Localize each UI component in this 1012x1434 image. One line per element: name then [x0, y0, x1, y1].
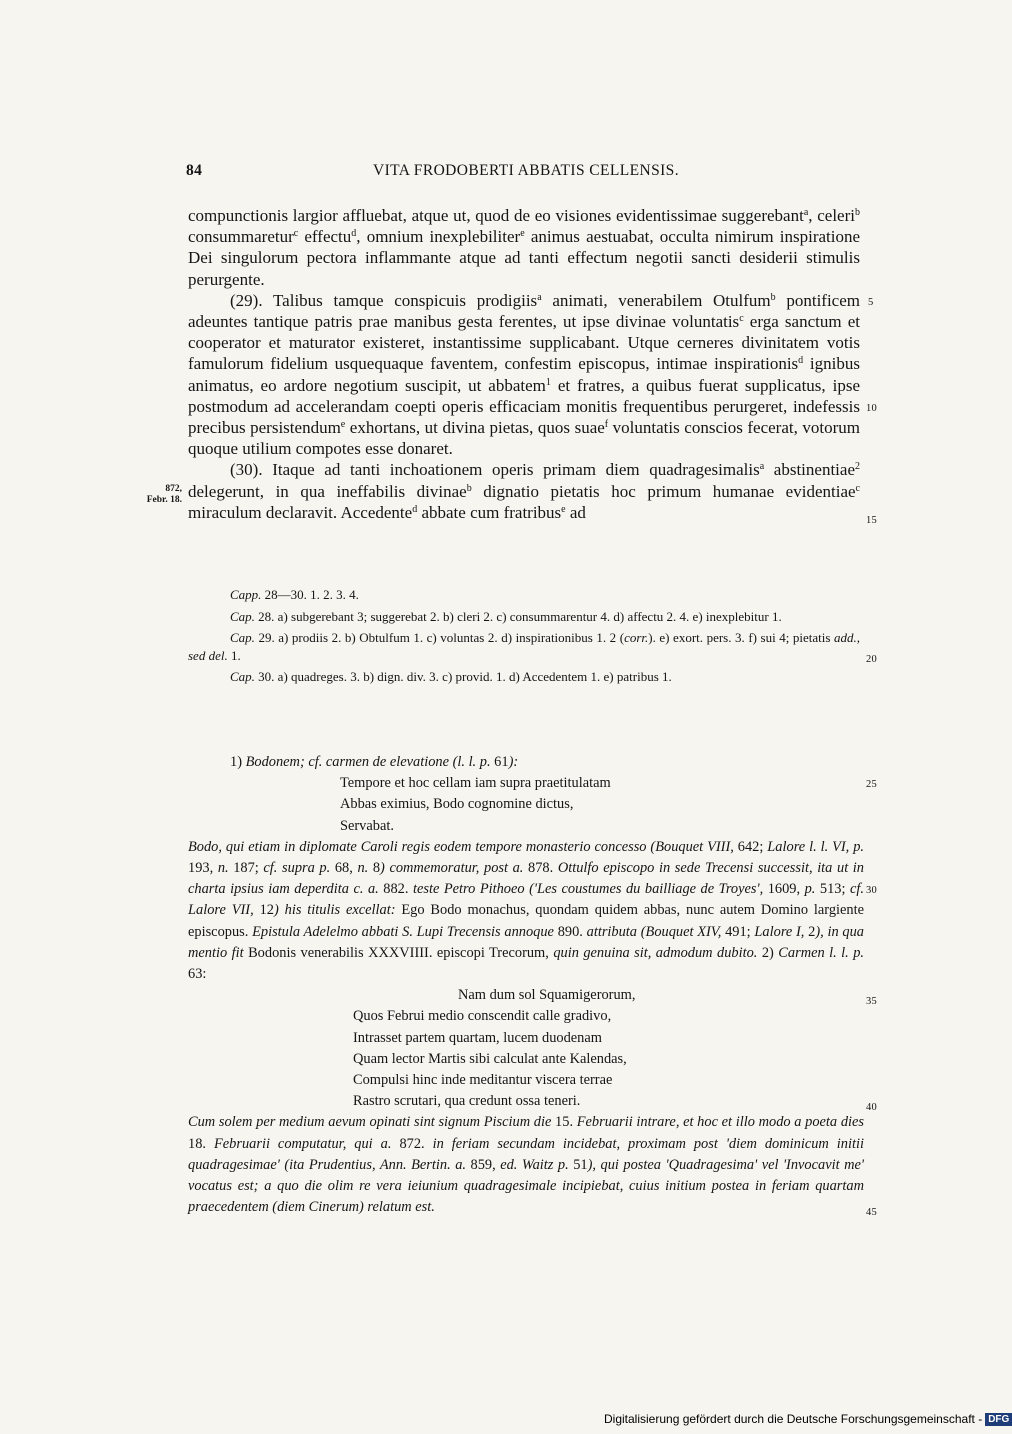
text-run: delegerunt, in qua ineffabilis divinae — [188, 481, 467, 501]
text-run: 859, — [466, 1156, 501, 1173]
footnote-marker: d — [351, 228, 357, 240]
margin-date — [124, 484, 182, 506]
footnote-marker: b — [855, 207, 860, 218]
text-run: 513; — [815, 881, 851, 898]
text-run: 28—30. 1. 2. 3. 4. — [261, 587, 359, 602]
text-run: 12 — [253, 902, 274, 919]
text-run: 8 — [368, 860, 381, 877]
italic-text: Capp. — [230, 587, 262, 602]
italic-text: cf. supra p. — [263, 860, 331, 877]
text-run: exhortans, ut divina pietas, quos suae — [345, 418, 605, 438]
variants-cap-30 — [188, 668, 860, 686]
text-run: 30. a) quadreges. 3. b) dign. div. 3. c) provid. 1. d) Accedentem 1. e) patribus 1. — [254, 669, 672, 685]
text-run: Bodonis venerabilis XXXVIIII. episcopi Trecorum, — [243, 944, 554, 961]
footer-text: Digitalisierung gefördert durch die Deutsche Forschungsgemeinschaft - — [604, 1412, 983, 1426]
footnote-marker: c — [855, 482, 860, 494]
text-run: Ego Bodo monachus, quondam quidem abbas, nunc autem Domino largiente episcopus. — [188, 902, 864, 940]
footnote-marker: e — [340, 419, 346, 431]
footnotes — [188, 752, 864, 1218]
footnote-marker: f — [604, 419, 609, 431]
running-title: VITA FRODOBERTI ABBATIS CELLENSIS. — [373, 162, 679, 179]
text-run: 872. — [391, 1135, 433, 1152]
footnote-1-verse-line: Abbas eximius, Bodo cognomine dictus, — [340, 796, 574, 813]
italic-text: attributa (Bouquet XIV, — [586, 923, 722, 940]
italic-text: Februarii intrare, et hoc et illo modo a poeta dies — [576, 1114, 864, 1131]
text-run: 28. a) subgerebant 3; suggerebat 2. b) cleri 2. c) consummarentur 4. d) affectu 2. 4. e) inexplebitur 1. — [254, 608, 782, 624]
text-run: abbate cum fratribus — [417, 502, 562, 522]
footnote-2-verse-line: Intrasset partem quartam, lucem duodenam — [353, 1029, 602, 1046]
italic-text: ), qui postea 'Quadragesima' vel 'Invocavit me' vocatus est; a quo die olim re vera ieiunium quadragesimale incipiebat, cuius initium postea in feriam quartam praecedentem (diem Cinerum) relatum est. — [188, 1156, 864, 1216]
italic-text: ) his titulis excellat: — [273, 902, 396, 919]
line-number: 45 — [866, 1207, 878, 1218]
footnote-marker: 1 — [545, 376, 551, 388]
footnote-1-verse-line: Tempore et hoc cellam iam supra praetitulatam — [340, 775, 611, 792]
text-run: 1) — [230, 754, 246, 770]
text-run: 1609, — [763, 881, 805, 898]
italic-text: Epistula Adelelmo abbati S. Lupi Trecensis annoque — [252, 923, 554, 940]
paragraph-29 — [188, 290, 860, 460]
text-run: 68, — [330, 860, 358, 877]
italic-text: ) commemoratur, post a. — [380, 860, 524, 877]
text-run: 51 — [568, 1156, 588, 1173]
italic-text: Cum solem per medium aevum opinati sint signum Piscium die — [188, 1114, 552, 1131]
footnote-2-text — [188, 1112, 864, 1218]
text-run: 193, — [188, 860, 218, 877]
line-number: 25 — [866, 779, 878, 790]
margin-date-year: 872, — [165, 484, 182, 494]
text-run: abstinentiae — [764, 460, 855, 480]
italic-text: quin genuina sit, admodum dubito. — [553, 944, 758, 961]
text-run: pontificem adeuntes tantique patris prae manibus gesta ferentes, ut ipse divinae voluntatis — [188, 290, 860, 332]
text-run: ignibus animatus, eo ardore negotium suscipit, ut abbatem — [188, 354, 860, 395]
italic-text: Bodo, qui etiam in diplomate Caroli regis eodem tempore monasterio concesso (Bouquet VIII, — [188, 838, 734, 855]
text-run: animus aestuabat, occulta nimirum inspiratione Dei singulorum pectora inflammante atque ad tanti effectum negotii sancti desiderii stimulis perurgente. — [188, 227, 861, 289]
text-run: 890. — [553, 923, 587, 940]
italic-text: Cap. — [230, 630, 255, 646]
footnote-1-intro — [188, 752, 864, 773]
italic-text: ed. Waitz p. — [500, 1156, 569, 1173]
text-run: 878. — [523, 860, 558, 877]
footnote-marker: a — [537, 291, 542, 303]
variant-apparatus — [188, 586, 860, 686]
italic-text: n. — [217, 860, 229, 877]
text-run: consummaretur — [188, 227, 294, 247]
footnote-marker: b — [770, 291, 776, 303]
line-number: 10 — [866, 403, 878, 414]
italic-text: p. — [804, 881, 816, 898]
italic-text: Lalore l. l. VI, p. — [767, 838, 864, 855]
italic-text: ), in qua mentio fit — [188, 923, 864, 961]
line-number: 30 — [866, 885, 878, 896]
footnote-1-text — [188, 837, 864, 985]
text-run: dignatio pietatis hoc primum humanae evidentiae — [471, 481, 856, 501]
text-run: 642; — [733, 838, 768, 855]
dfg-logo: DFG — [985, 1413, 1012, 1426]
line-number: 35 — [866, 996, 878, 1007]
text-run: 61 — [490, 754, 509, 770]
italic-text: Carmen l. l. p. — [778, 944, 865, 961]
footnote-2-verse-line: Compulsi hinc inde meditantur viscera terrae — [353, 1072, 613, 1089]
text-run: ). e) exort. pers. 3. f) sui 4; pietatis — [648, 630, 834, 646]
italic-text: corr. — [624, 630, 649, 646]
variants-cap-29 — [188, 629, 860, 664]
paragraph-28-end — [188, 205, 860, 290]
footnote-marker: e — [520, 228, 525, 240]
page-number: 84 — [186, 162, 203, 179]
line-number: 5 — [868, 297, 874, 308]
footnote-marker: 2 — [855, 461, 860, 473]
footnote-marker: b — [466, 482, 472, 494]
text-run: erga sanctum et cooperator et maturator existeret, instantissime supplicabant. Utque cerneres divinitatem votis famulorum fidelium usquequaque faventem, confestim episcopus, intimae inspirationis — [188, 312, 860, 374]
italic-text: Cap. — [230, 608, 255, 624]
text-run: (30). Itaque ad tanti inchoationem operis primam diem quadragesimalis — [230, 460, 760, 480]
footnote-marker: c — [739, 313, 744, 325]
text-run: voluntatis conscios fecerat, votorum quoque utilium compotes esse donaret. — [188, 418, 861, 459]
text-run: , omnium inexplebiliter — [356, 227, 521, 247]
italic-text: ): — [508, 754, 519, 770]
italic-text: add., sed del. — [188, 630, 860, 663]
footnote-2-verse-line: Quos Februi medio conscendit calle gradivo, — [353, 1008, 612, 1025]
text-run: et fratres, a quibus fuerat supplicatus, ipse postmodum ad accelerandam coepti operis efficaciam monitis frequentibus perurgeret, indefessis precibus persistendum — [188, 375, 860, 438]
italic-text: Cap. — [230, 669, 255, 685]
text-run: effectu — [298, 227, 352, 247]
text-run: miraculum declaravit. Accedente — [188, 502, 413, 522]
text-run: 18. — [188, 1135, 214, 1152]
italic-text: in feriam secundam incidebat, proximam post 'diem dominicum initii quadragesimae' (ita Prudentius, Ann. Bertin. a. — [188, 1135, 864, 1173]
text-run: 2 — [804, 923, 816, 940]
text-run: (29). Talibus tamque conspicuis prodigiis — [230, 290, 538, 310]
text-run: 491; — [721, 923, 755, 940]
text-run: 2) — [757, 944, 779, 961]
text-run: 63: — [188, 966, 207, 983]
variants-cap-28 — [188, 608, 860, 626]
text-run: ad — [565, 502, 586, 522]
italic-text: Lalore I, — [754, 923, 805, 940]
footnote-marker: d — [798, 355, 804, 367]
italic-text: Bodonem; cf. carmen de elevatione (l. l. p. — [245, 754, 491, 770]
text-run: animati, venerabilem Otulfum — [541, 290, 771, 310]
text-run: 15. — [551, 1114, 577, 1131]
footnote-marker: a — [759, 461, 765, 473]
italic-text: Februarii computatur, qui a. — [213, 1135, 392, 1152]
text-run: 187; — [228, 860, 264, 877]
text-run: compunctionis largior affluebat, atque ut, quod de eo visiones evidentissimae suggerebant — [188, 206, 804, 225]
footnote-marker: a — [803, 207, 809, 218]
main-text — [188, 205, 860, 523]
text-run: , celeri — [808, 206, 855, 225]
italic-text: teste Petro Pithoeo ('Les coustumes du bailliage de Troyes', — [412, 881, 764, 898]
paragraph-30 — [188, 459, 860, 523]
italic-text: cf. Lalore VII, — [188, 881, 864, 919]
line-number: 40 — [866, 1102, 878, 1113]
footnote-2-verse-line: Nam dum sol Squamigerorum, — [458, 987, 636, 1004]
variants-heading — [188, 586, 860, 604]
italic-text: Ottulfo episcopo in sede Trecensi successit, ita ut in charta ipsius iam deperdita c. a. — [188, 860, 864, 898]
footnote-2-verse-line: Rastro scrutari, qua credunt ossa teneri. — [353, 1093, 581, 1110]
margin-date-day: Febr. 18. — [146, 495, 182, 505]
footnote-marker: d — [412, 503, 418, 515]
running-header — [188, 162, 864, 184]
text-run: 1. — [227, 647, 241, 663]
footnote-2-verse-line: Quam lector Martis sibi calculat ante Kalendas, — [353, 1050, 627, 1067]
footnote-marker: e — [561, 503, 566, 515]
text-run: 29. a) prodiis 2. b) Obtulfum 1. c) voluntas 2. d) inspirationibus 1. 2 ( — [254, 630, 625, 646]
line-number: 20 — [866, 654, 878, 665]
text-run: 882. — [378, 881, 413, 898]
footnote-marker: c — [293, 228, 299, 240]
digitization-footer — [604, 1412, 1010, 1430]
footnote-1-verse-line: Servabat. — [340, 817, 394, 834]
line-number: 15 — [866, 515, 878, 526]
italic-text: n. — [357, 860, 369, 877]
